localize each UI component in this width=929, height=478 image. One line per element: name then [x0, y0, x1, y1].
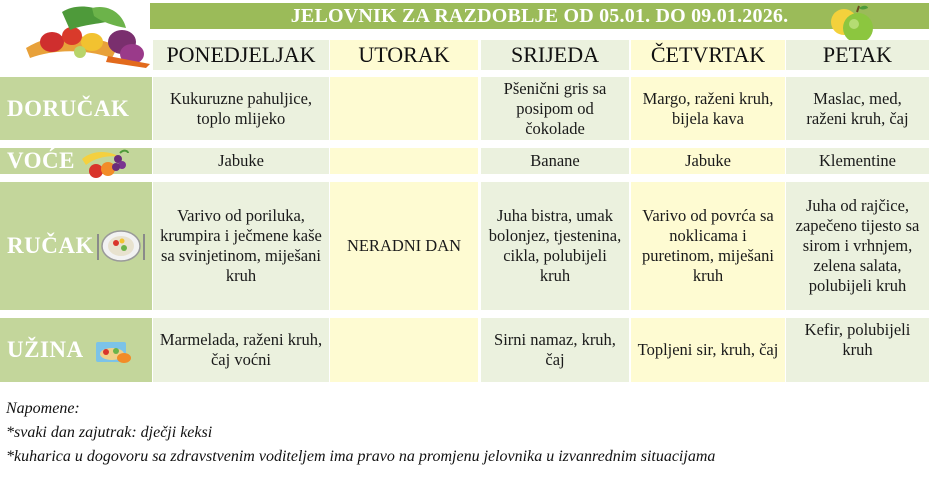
notes-heading: Napomene:	[6, 400, 80, 417]
notes	[6, 397, 715, 469]
day-header-thursday: ČETVRTAK	[631, 40, 785, 70]
lunch-thursday: Varivo od povrća sa noklicama i puretinom, miješani kruh	[631, 182, 785, 310]
lunch-monday: Varivo od poriluka, krumpira i ječmene kaše sa svinjetinom, miješani kruh	[153, 182, 329, 310]
day-header-tuesday: UTORAK	[330, 40, 478, 70]
fruit-thursday: Jabuke	[631, 148, 785, 174]
lunch-tuesday: NERADNI DAN	[330, 182, 478, 310]
note-line-1: *svaki dan zajutrak: dječji keksi	[6, 424, 213, 441]
note-line-2: *kuharica u dogovoru sa zdravstvenim voditeljem ima pravo na promjenu jelovnika u izvanrednim situacijama	[6, 448, 716, 465]
sandwich-icon	[94, 336, 134, 366]
snack-wednesday: Sirni namaz, kruh, čaj	[481, 318, 629, 382]
fruit-friday: Klementine	[786, 148, 929, 174]
fruit-wednesday: Banane	[481, 148, 629, 174]
lunch-friday: Juha od rajčice, zapečeno tijesto sa sirom i vrhnjem, zelena salata, polubijeli kruh	[786, 182, 929, 310]
fruit-monday: Jabuke	[153, 148, 329, 174]
breakfast-friday: Maslac, med, raženi kruh, čaj	[786, 77, 929, 140]
plate-icon	[94, 228, 148, 264]
snack-tuesday	[330, 318, 478, 382]
meal-label-breakfast	[0, 77, 152, 140]
lunch-label: RUČAK	[7, 233, 94, 258]
fruit-label: VOĆE	[7, 148, 75, 173]
day-header-friday: PETAK	[786, 40, 929, 70]
breakfast-thursday: Margo, raženi kruh, bijela kava	[631, 77, 785, 140]
snack-label: UŽINA	[7, 337, 84, 362]
vegetables-icon	[22, 2, 154, 70]
lunch-wednesday: Juha bistra, umak bolonjez, tjestenina, cikla, polubijeli kruh	[481, 182, 629, 310]
day-header-monday: PONEDJELJAK	[153, 40, 329, 70]
breakfast-wednesday: Pšenični gris sa posipom od čokolade	[481, 77, 629, 140]
breakfast-monday: Kukuruzne pahuljice, toplo mlijeko	[153, 77, 329, 140]
breakfast-tuesday	[330, 77, 478, 140]
breakfast-label: DORUČAK	[7, 95, 130, 121]
snack-monday: Marmelada, raženi kruh, čaj voćni	[153, 318, 329, 382]
fruit-tuesday	[330, 148, 478, 174]
day-header-wednesday: SRIJEDA	[481, 40, 629, 70]
fruit-bowl-icon	[80, 145, 130, 179]
snack-thursday: Topljeni sir, kruh, čaj	[631, 318, 785, 382]
snack-friday: Kefir, polubijeli kruh	[786, 318, 929, 382]
menu-title: JELOVNIK ZA RAZDOBLJE OD 05.01. DO 09.01.2026.	[150, 3, 929, 29]
